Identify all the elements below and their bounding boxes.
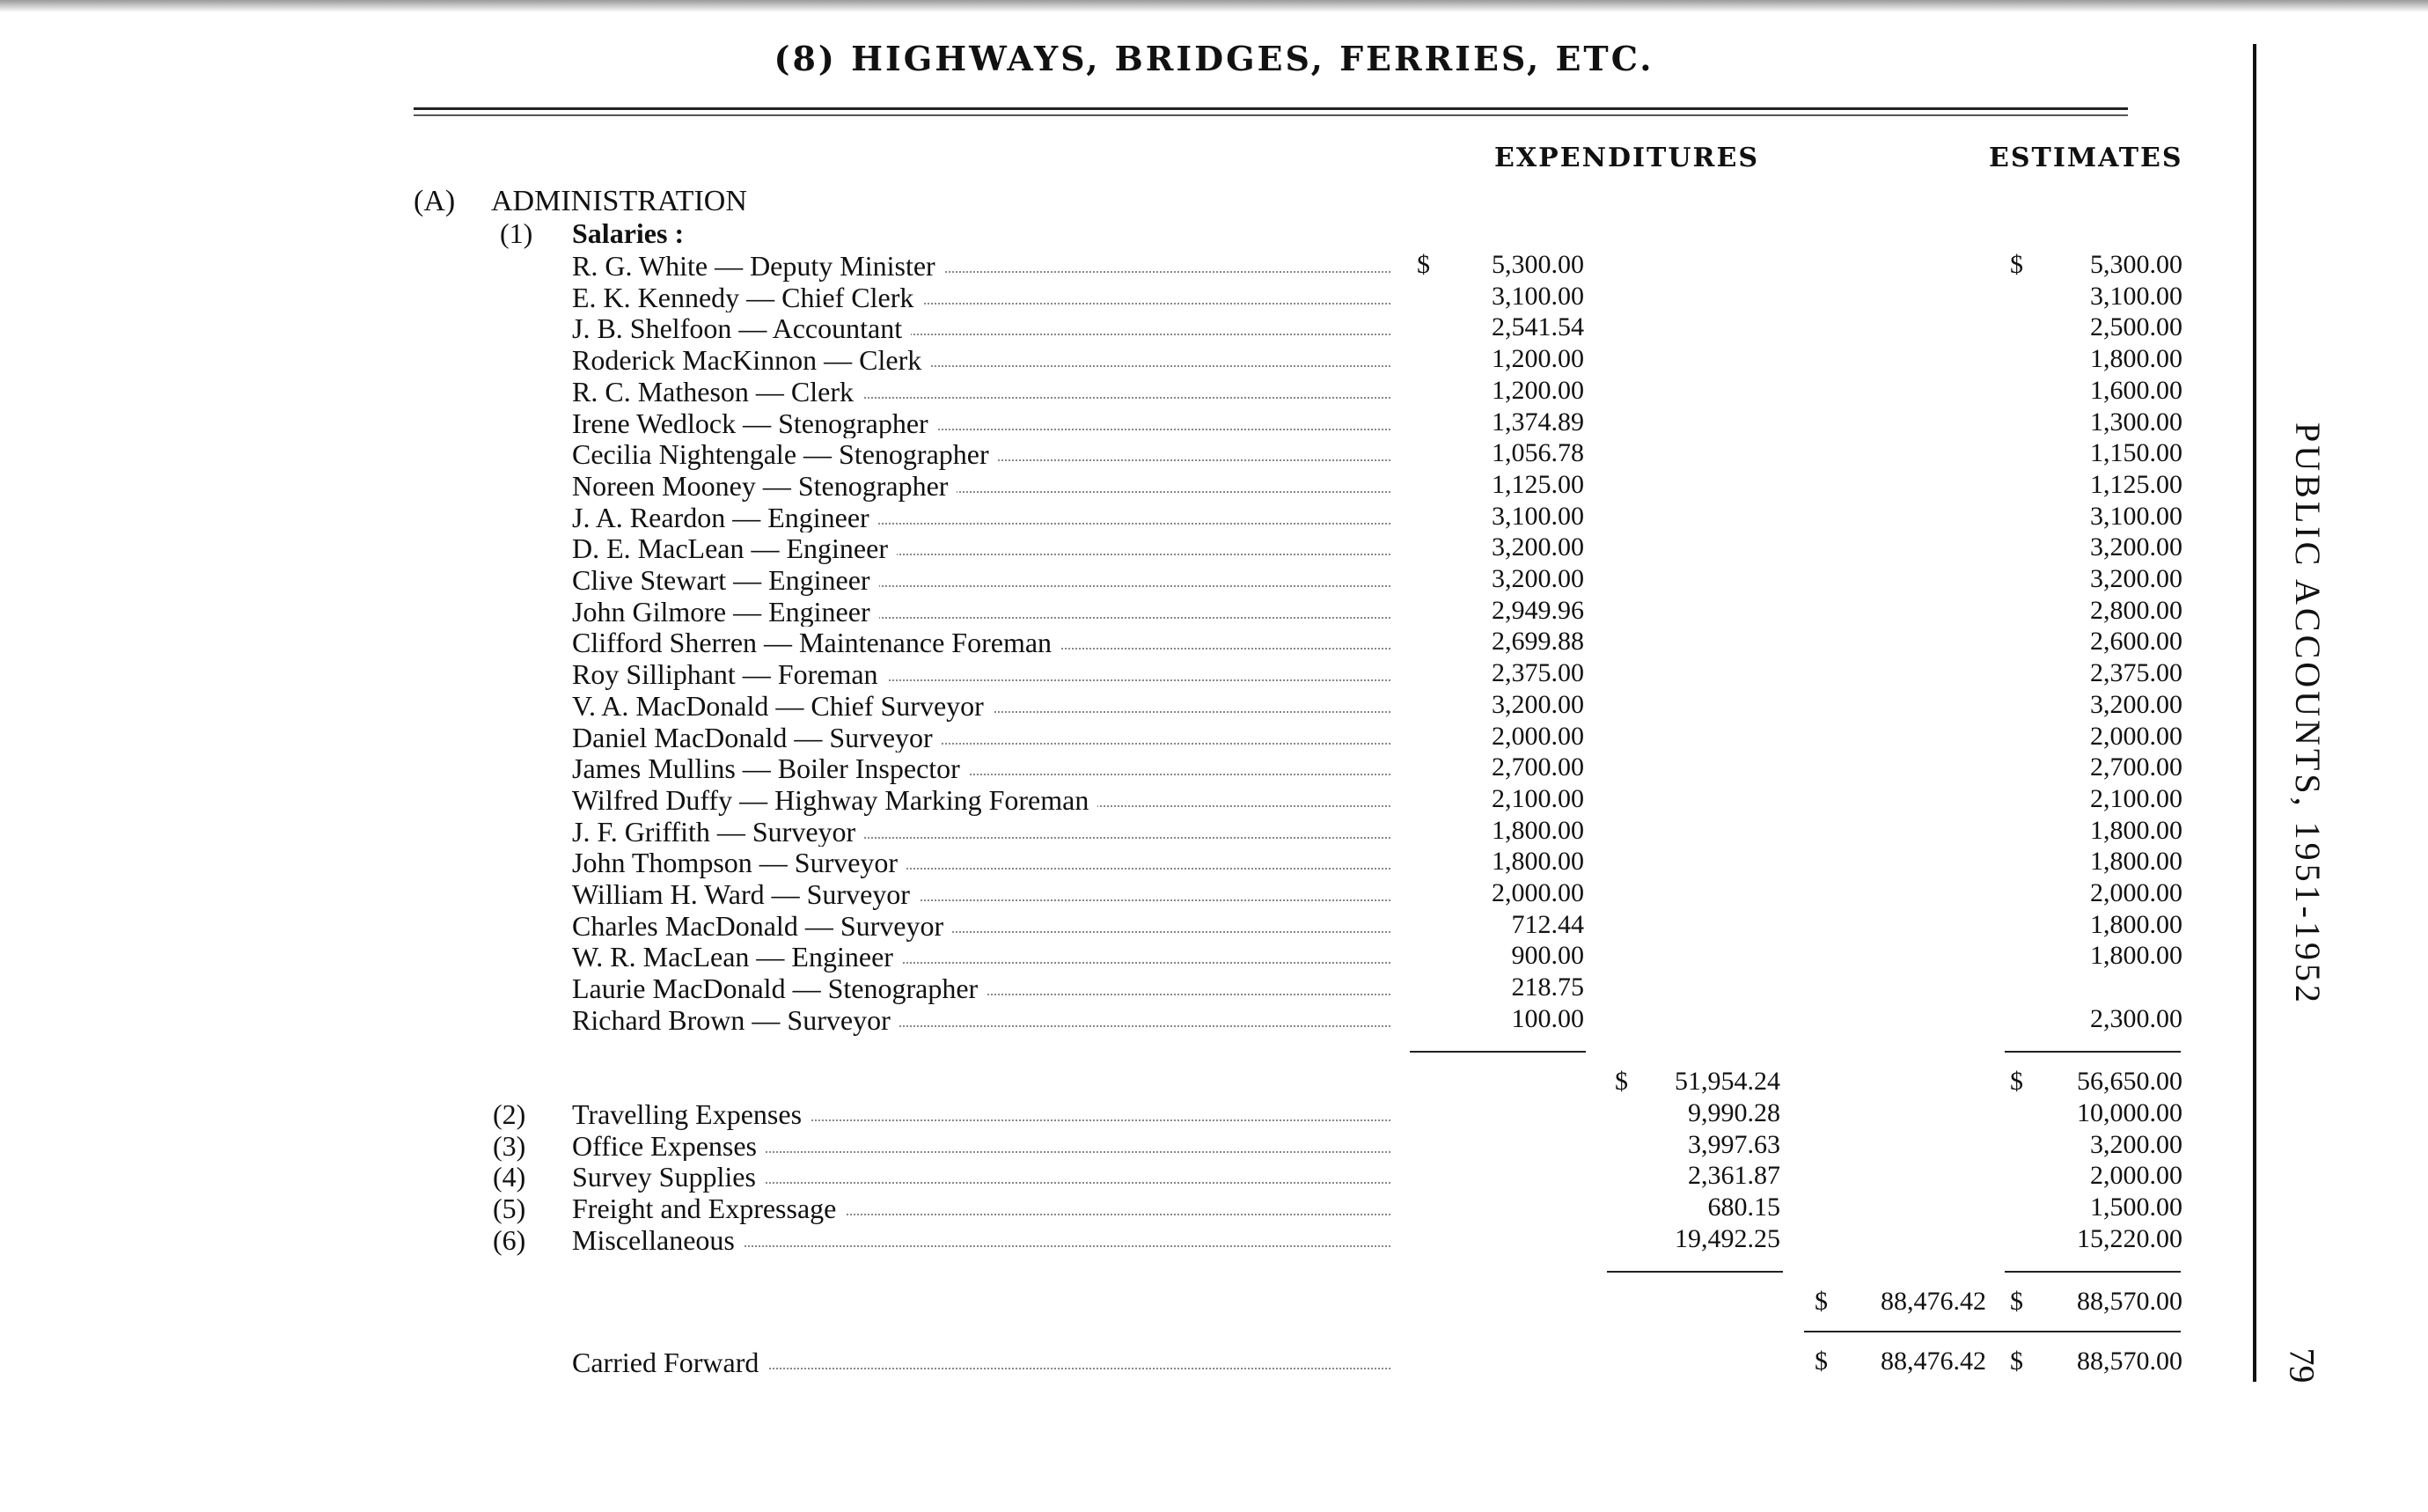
salary-row [0,282,2428,313]
salary-row [0,470,2428,502]
item-number: (5) [493,1193,526,1225]
salary-label: R. C. Matheson — Clerk [572,376,862,408]
salary-row [0,502,2428,533]
dollar-sign: $ [2010,1347,2023,1376]
salary-estimate: 2,300.00 [2090,1003,2182,1033]
salary-label: Daniel MacDonald — Surveyor [572,722,942,754]
running-title: PUBLIC ACCOUNTS, 1951-1952 [2288,422,2328,1006]
salary-row [0,690,2428,722]
estimate-total-rule [2005,1271,2181,1273]
salary-expenditure: 3,100.00 [1492,501,1584,531]
salary-estimate: 2,000.00 [2090,878,2182,907]
salary-expenditure: 3,200.00 [1492,689,1584,719]
salary-row [0,752,2428,784]
admin-total-estimate: 88,570.00 [2077,1287,2182,1316]
expense-expenditure: 9,990.28 [1688,1098,1780,1127]
salary-row [0,438,2428,470]
salary-expenditure: 100.00 [1511,1003,1584,1033]
salary-expenditure: 2,000.00 [1492,878,1584,907]
salary-estimate: 2,375.00 [2090,658,2182,688]
salary-estimate: 3,100.00 [2090,501,2182,531]
salary-estimate: 2,100.00 [2090,783,2182,813]
salary-expenditure: 1,056.78 [1492,438,1584,468]
title-rule [414,107,2128,110]
salary-label: William H. Ward — Surveyor [572,878,919,911]
salary-expenditure: 2,541.54 [1492,312,1584,342]
salary-estimate: 1,150.00 [2090,438,2182,468]
salary-row [0,910,2428,942]
salary-label: E. K. Kennedy — Chief Clerk [572,282,922,314]
salary-label: V. A. MacDonald — Chief Surveyor [572,690,993,723]
salary-expenditure: 2,000.00 [1492,721,1584,751]
expenditures-header: EXPENDITURES [1494,143,1759,173]
salary-expenditure: 3,200.00 [1492,564,1584,593]
salary-row [0,407,2428,439]
dollar-sign: $ [2010,250,2023,279]
salary-expenditure: 218.75 [1511,973,1584,1002]
section-letter: (A) [414,185,456,217]
salary-label: Charles MacDonald — Surveyor [572,910,952,943]
salary-estimate: 2,700.00 [2090,752,2182,782]
expense-estimate: 10,000.00 [2077,1098,2182,1127]
expense-label: Travelling Expenses [572,1098,811,1131]
expense-label: Miscellaneous [572,1224,744,1257]
salary-estimate: 1,800.00 [2090,847,2182,877]
salary-row [0,312,2428,344]
salary-estimate: 1,125.00 [2090,469,2182,499]
salary-expenditure: 1,800.00 [1492,815,1584,845]
salary-row [0,847,2428,878]
salary-row [0,878,2428,910]
salary-label: Clive Stewart — Engineer [572,564,879,597]
expense-row [0,1098,2428,1130]
salary-row [0,784,2428,816]
estimate-subtotal-rule [2005,1051,2181,1053]
carried-forward-expenditure: 88,476.42 [1881,1347,1986,1376]
salary-row [0,941,2428,973]
salary-label: James Mullins — Boiler Inspector [572,752,969,785]
salaries-total-expenditure: 51,954.24 [1675,1067,1780,1096]
salary-expenditure: 2,375.00 [1492,658,1584,688]
salary-label: John Gilmore — Engineer [572,596,879,628]
salary-label: Laurie MacDonald — Stenographer [572,973,987,1005]
salary-label: J. A. Reardon — Engineer [572,502,878,534]
expense-expenditure: 680.15 [1707,1193,1780,1222]
salary-row [0,564,2428,596]
item-number: (6) [493,1223,526,1256]
item-number: (2) [493,1098,526,1130]
salary-row [0,1004,2428,1036]
salary-estimate: 1,800.00 [2090,909,2182,939]
salary-label: R. G. White — Deputy Minister [572,250,944,283]
salary-estimate: 3,200.00 [2090,532,2182,562]
item-number: (4) [493,1161,526,1193]
salary-expenditure: 1,374.89 [1492,407,1584,437]
salary-row [0,596,2428,628]
salaries-total-estimate: 56,650.00 [2077,1067,2182,1096]
expense-expenditure: 2,361.87 [1688,1161,1780,1191]
expense-estimate: 15,220.00 [2077,1223,2182,1253]
dollar-sign: $ [1815,1347,1828,1376]
administration-total-row [0,1287,2428,1318]
salaries-total-row [0,1067,2428,1098]
dollar-sign: $ [2010,1287,2023,1316]
salary-estimate: 2,500.00 [2090,312,2182,342]
salary-row [0,376,2428,407]
salaries-heading: Salaries : [572,217,685,249]
salary-estimate: 2,000.00 [2090,721,2182,751]
expense-label: Freight and Expressage [572,1193,845,1225]
salary-estimate: 1,300.00 [2090,407,2182,437]
salary-estimate: 5,300.00 [2090,250,2182,279]
salary-expenditure: 5,300.00 [1492,250,1584,279]
salary-label: Cecilia Nightengale — Stenographer [572,438,998,471]
salary-estimate: 1,800.00 [2090,815,2182,845]
salary-row [0,344,2428,376]
salary-expenditure: 1,200.00 [1492,344,1584,374]
title-rule-thin [414,114,2128,116]
salary-estimate: 3,100.00 [2090,281,2182,311]
salary-label: J. B. Shelfoon — Accountant [572,312,911,345]
salary-label: Irene Wedlock — Stenographer [572,407,937,440]
dollar-sign: $ [1615,1067,1628,1096]
page-title: (8) HIGHWAYS, BRIDGES, FERRIES, ETC. [774,39,1654,78]
expense-estimate: 2,000.00 [2090,1161,2182,1191]
salary-label: W. R. MacLean — Engineer [572,941,902,973]
salary-label: Wilfred Duffy — Highway Marking Foreman [572,784,1097,817]
salary-label: Roy Silliphant — Foreman [572,658,887,691]
expense-expenditure: 3,997.63 [1688,1129,1780,1159]
salary-row [0,722,2428,753]
section-title: ADMINISTRATION [491,185,747,217]
dollar-sign: $ [1417,250,1430,279]
salary-label: Richard Brown — Surveyor [572,1004,899,1037]
margin-rule [2253,44,2256,1382]
expenditure-total-rule [1607,1271,1783,1273]
salary-expenditure: 2,700.00 [1492,752,1584,782]
salary-row [0,532,2428,564]
salary-label: Roderick MacKinnon — Clerk [572,344,930,377]
salary-expenditure: 2,949.96 [1492,595,1584,625]
expense-row [0,1193,2428,1224]
salary-label: J. F. Griffith — Surveyor [572,816,864,848]
salary-estimate: 3,200.00 [2090,564,2182,593]
salary-label: Clifford Sherren — Maintenance Foreman [572,627,1060,659]
salary-expenditure: 1,200.00 [1492,375,1584,405]
salary-estimate: 1,800.00 [2090,344,2182,374]
carried-forward-row [0,1347,2428,1378]
estimates-header: ESTIMATES [1989,143,2183,173]
salary-estimate: 3,200.00 [2090,689,2182,719]
salary-expenditure: 3,100.00 [1492,281,1584,311]
dollar-sign: $ [1815,1287,1828,1316]
expense-label: Office Expenses [572,1130,766,1163]
salary-row [0,973,2428,1004]
salary-estimate: 1,600.00 [2090,375,2182,405]
salary-expenditure: 1,800.00 [1492,847,1584,877]
carried-forward-rule [1804,1331,2181,1332]
salary-row [0,627,2428,658]
expense-row [0,1224,2428,1256]
salary-expenditure: 3,200.00 [1492,532,1584,562]
expense-expenditure: 19,492.25 [1675,1223,1780,1253]
salary-estimate: 1,800.00 [2090,941,2182,971]
salary-expenditure: 2,699.88 [1492,627,1584,657]
carried-forward-label: Carried Forward [572,1347,767,1379]
salary-expenditure: 712.44 [1511,909,1584,939]
expense-estimate: 3,200.00 [2090,1129,2182,1159]
admin-total-expenditure: 88,476.42 [1881,1287,1986,1316]
salary-expenditure: 2,100.00 [1492,783,1584,813]
dollar-sign: $ [2010,1067,2023,1096]
salary-label: D. E. MacLean — Engineer [572,532,897,565]
salary-row [0,816,2428,848]
salary-label: John Thompson — Surveyor [572,847,906,879]
expense-row [0,1130,2428,1162]
expense-estimate: 1,500.00 [2090,1193,2182,1222]
salary-estimate: 2,600.00 [2090,627,2182,657]
expense-label: Survey Supplies [572,1161,765,1193]
salaries-number: (1) [500,217,533,249]
salary-row [0,658,2428,690]
salary-label: Noreen Mooney — Stenographer [572,470,957,503]
item-number: (3) [493,1129,526,1162]
salary-expenditure: 900.00 [1511,941,1584,971]
expense-row [0,1161,2428,1193]
salary-expenditure: 1,125.00 [1492,469,1584,499]
scan-edge-shadow [0,0,2428,12]
salary-estimate: 2,800.00 [2090,595,2182,625]
expenditure-subtotal-rule [1410,1051,1586,1053]
salary-row [0,250,2428,282]
page-number: 79 [2282,1347,2322,1384]
carried-forward-estimate: 88,570.00 [2077,1347,2182,1376]
